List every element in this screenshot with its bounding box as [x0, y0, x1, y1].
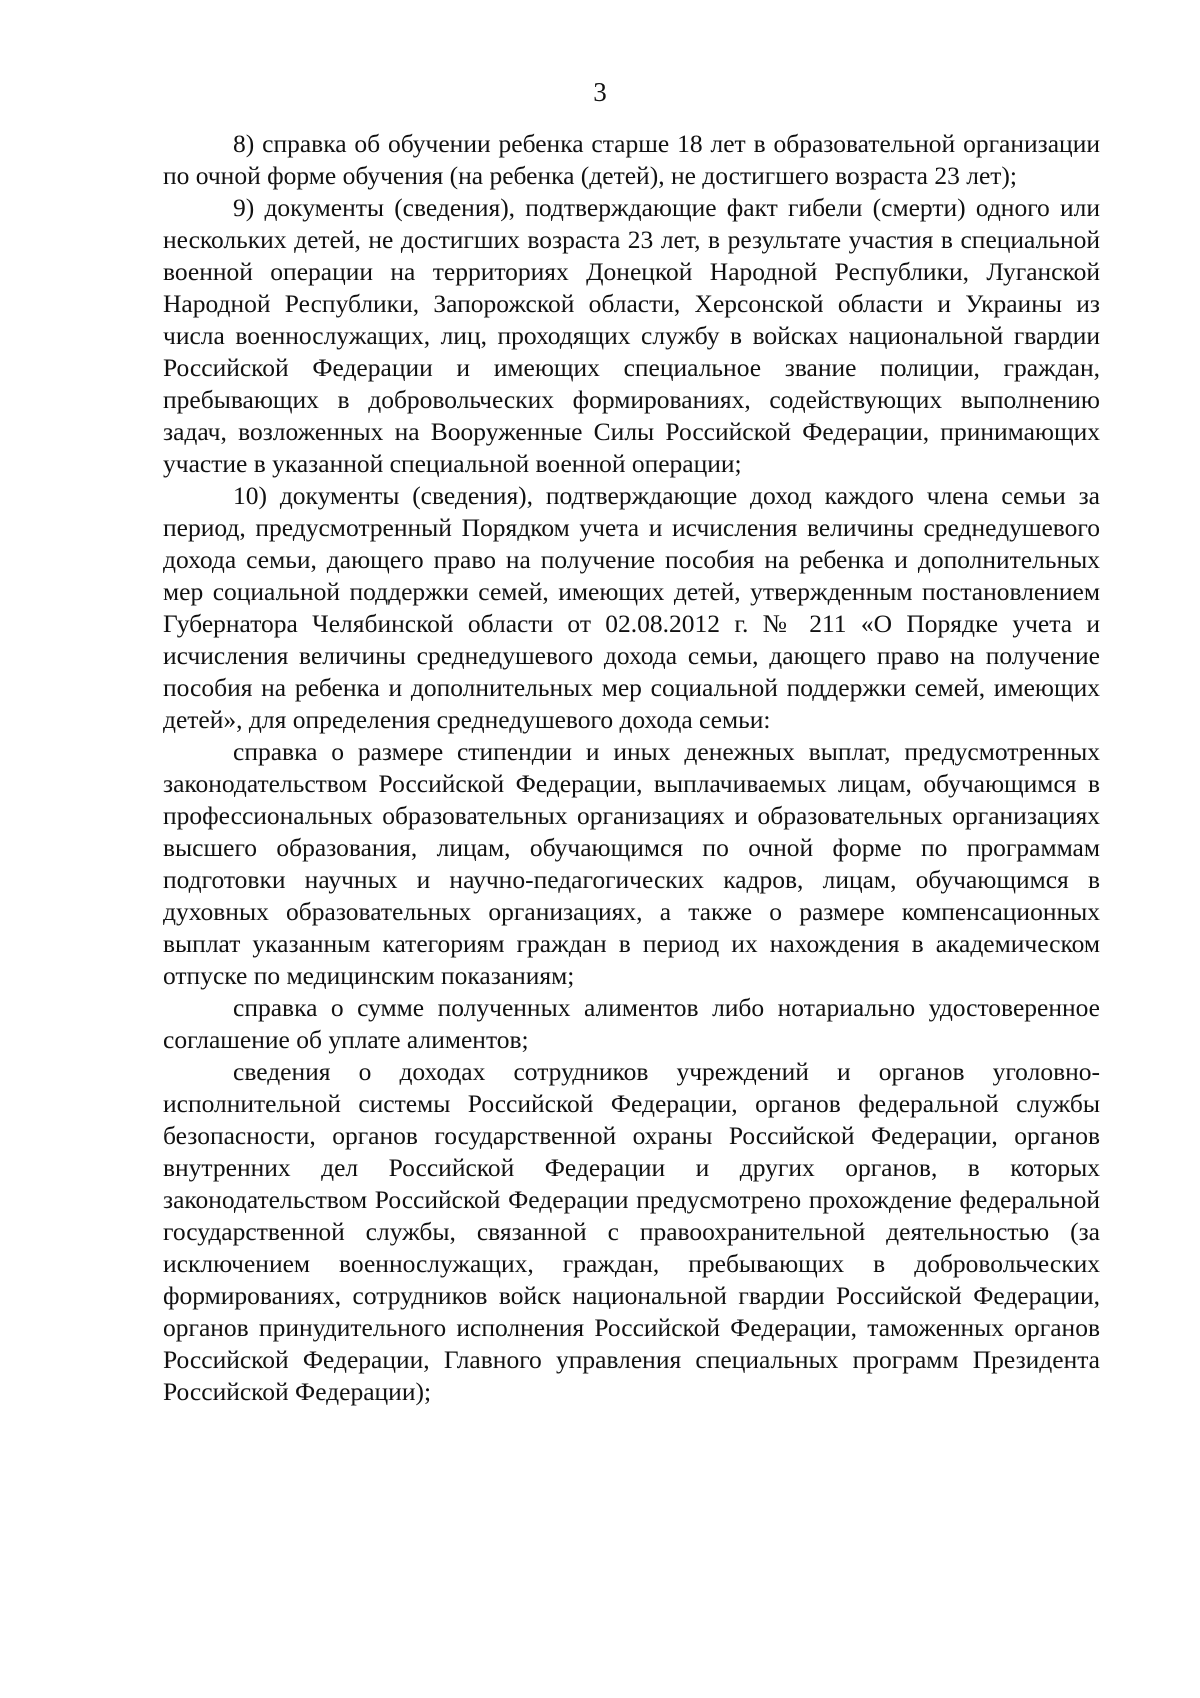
paragraph-employee-income-info: сведения о доходах сотрудников учреждений и органов уголовно-исполнительной системы Российской Федерации, органов федеральной службы безопасности, органов государственной охраны Российской Федерации, органов внутренних дел Российской Федерации и других органов, в которых законодательством Российской Федерации предусмотрено прохождение федеральной государственной службы, связанной с правоохранительной деятельностью (за исключением военнослужащих, граждан, пребывающих в добровольческих формированиях, сотрудников войск национальной гвардии Российской Федерации, органов принудительного исполнения Российской Федерации, таможенных органов Российской Федерации, Главного управления специальных программ Президента Российской Федерации);: [163, 1057, 1100, 1406]
paragraph-item-10: 10) документы (сведения), подтверждающие доход каждого члена семьи за период, предусмотренный Порядком учета и исчисления величины среднедушевого дохода семьи, дающего право на получение пособия на ребенка и дополнительных мер социальной поддержки семей, имеющих детей, утвержденным постановлением Губернатора Челябинской области от 02.08.2012 г. № 211 «О Порядке учета и исчисления величины среднедушевого дохода семьи, дающего право на получение пособия на ребенка и дополнительных мер социальной поддержки семей, имеющих детей», для определения среднедушевого дохода семьи:: [163, 481, 1100, 734]
paragraph-alimony-certificate: справка о сумме полученных алиментов либо нотариально удостоверенное соглашение об уплате алиментов;: [163, 993, 1100, 1054]
page-number: 3: [593, 77, 607, 107]
paragraph-stipend-certificate: справка о размере стипендии и иных денежных выплат, предусмотренных законодательством Российской Федерации, выплачиваемых лицам, обучающимся в профессиональных образовательных организациях и образовательных организациях высшего образования, лицам, обучающимся по очной форме по программам подготовки научных и научно-педагогических кадров, лицам, обучающимся в духовных образовательных организациях, а также о размере компенсационных выплат указанным категориям граждан в период их нахождения в академическом отпуске по медицинским показаниям;: [163, 737, 1100, 990]
paragraph-item-9: 9) документы (сведения), подтверждающие факт гибели (смерти) одного или нескольких детей, не достигших возраста 23 лет, в результате участия в специальной военной операции на территориях Донецкой Народной Республики, Луганской Народной Республики, Запорожской области, Херсонской области и Украины из числа военнослужащих, лиц, проходящих службу в войсках национальной гвардии Российской Федерации и имеющих специальное звание полиции, граждан, пребывающих в добровольческих формированиях, содействующих выполнению задач, возложенных на Вооруженные Силы Российской Федерации, принимающих участие в указанной специальной военной операции;: [163, 193, 1100, 478]
document-body: [163, 128, 1100, 1408]
paragraph-item-8: 8) справка об обучении ребенка старше 18 лет в образовательной организации по очной форме обучения (на ребенка (детей), не достигшего возраста 23 лет);: [163, 129, 1100, 190]
